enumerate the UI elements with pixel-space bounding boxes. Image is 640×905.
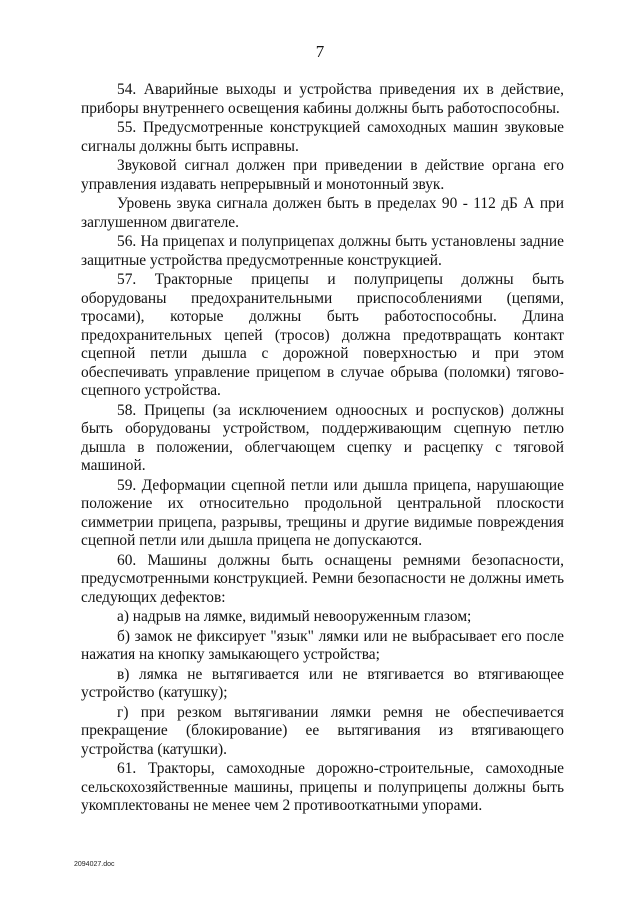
paragraph-57: 57. Тракторные прицепы и полуприцепы должны быть оборудованы предохранительными приспособлениями (цепями, тросами), которые должны быть работоспособны. Длина предохранительных цепей (тросов) должна предотвращать контакт сцепной петли дышла с дорожной поверхностью и при этом обеспечивать управление прицепом в случае обрыва (поломки) тягово-сцепного устройства. [81, 271, 564, 399]
paragraph-55: 55. Предусмотренные конструкцией самоходных машин звуковые сигналы должны быть исправны. [81, 119, 564, 155]
file-name-footer: 2094027.doc [74, 861, 115, 868]
list-item-v: в) лямка не вытягивается или не втягивается во втягивающее устройство (катушку); [81, 665, 564, 701]
paragraph-60: 60. Машины должны быть оснащены ремнями безопасности, предусмотренными конструкцией. Ремни безопасности не должны иметь следующих дефектов: [81, 551, 564, 606]
paragraph-55-level: Уровень звука сигнала должен быть в пределах 90 - 112 дБ А при заглушенном двигателе. [81, 195, 564, 231]
list-item-b: б) замок не фиксирует "язык" лямки или не выбрасывает его после нажатия на кнопку замыкающего устройства; [81, 627, 564, 663]
paragraph-54: 54. Аварийные выходы и устройства приведения их в действие, приборы внутреннего освещения кабины должны быть работоспособны. [81, 81, 564, 117]
list-item-g: г) при резком вытягивании лямки ремня не обеспечивается прекращение (блокирование) ее вытягивания из втягивающего устройства (катушки). [81, 703, 564, 758]
page-number: 7 [315, 42, 325, 61]
paragraph-59: 59. Деформации сцепной петли или дышла прицепа, нарушающие положение их относительно продольной центральной плоскости симметрии прицепа, разрывы, трещины и другие видимые повреждения сцепной петли или дышла прицепа не допускаются. [81, 476, 564, 549]
paragraph-58: 58. Прицепы (за исключением одноосных и роспусков) должны быть оборудованы устройством, поддерживающим сцепную петлю дышла в положении, облегчающем сцепку и расцепку с тяговой машиной. [81, 401, 564, 474]
paragraph-55-signal: Звуковой сигнал должен при приведении в действие органа его управления издавать непрерывный и монотонный звук. [81, 157, 564, 193]
paragraph-56: 56. На прицепах и полуприцепах должны быть установлены задние защитные устройства предусмотренные конструкцией. [81, 233, 564, 269]
document-body [81, 81, 564, 817]
paragraph-61: 61. Тракторы, самоходные дорожно-строительные, самоходные сельскохозяйственные машины, прицепы и полуприцепы должны быть укомплектованы не менее чем 2 противооткатными упорами. [81, 760, 564, 814]
list-item-a: а) надрыв на лямке, видимый невооруженным глазом; [117, 608, 472, 625]
